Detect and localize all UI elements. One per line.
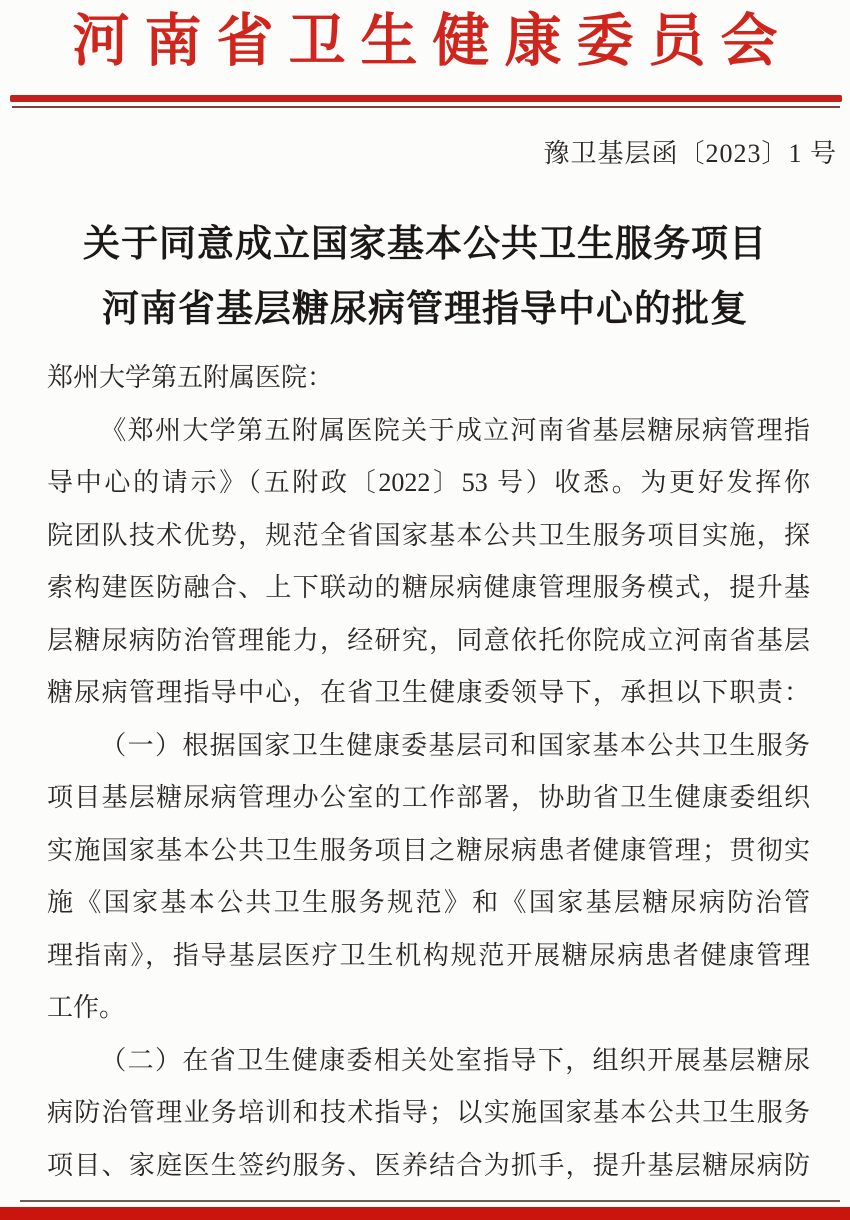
body-line: 《郑州大学第五附属医院关于成立河南省基层糖尿病管理指 (100, 415, 810, 445)
body-line: 院团队技术优势，规范全省国家基本公共卫生服务项目实施，探 (47, 520, 810, 550)
body-line: （一）根据国家卫生健康委基层司和国家基本公共卫生服务 (100, 730, 810, 760)
document-title (0, 212, 850, 342)
letterhead-rule-thick (10, 95, 842, 102)
document-body (47, 352, 810, 1192)
body-line: 项目、家庭医生签约服务、医养结合为抓手，提升基层糖尿病防 (47, 1150, 810, 1180)
body-line: 理指南》，指导基层医疗卫生机构规范开展糖尿病患者健康管理 (47, 940, 810, 970)
body-line: 层糖尿病防治管理能力，经研究，同意依托你院成立河南省基层 (47, 625, 810, 655)
body-line: （二）在省卫生健康委相关处室指导下，组织开展基层糖尿 (100, 1045, 810, 1075)
body-line: 病防治管理业务培训和技术指导；以实施国家基本公共卫生服务 (47, 1098, 810, 1127)
body-line: 索构建医防融合、上下联动的糖尿病健康管理服务模式，提升基 (47, 573, 810, 602)
salutation: 郑州大学第五附属医院： (47, 363, 334, 392)
body-line: 项目基层糖尿病管理办公室的工作部署，协助省卫生健康委组织 (47, 783, 810, 812)
body-line: 导中心的请示》（五附政〔2022〕53 号）收悉。为更好发挥你 (47, 468, 810, 497)
page-bottom-rule (20, 1200, 840, 1202)
document-title-line2: 河南省基层糖尿病管理指导中心的批复 (102, 289, 748, 330)
next-page-red-bar (0, 1207, 850, 1220)
body-line: 工作。 (47, 993, 126, 1022)
body-line: 施《国家基本公共卫生服务规范》和《国家基层糖尿病防治管 (47, 888, 810, 917)
letterhead-title: 河南省卫生健康委员会 (72, 10, 793, 73)
document-number: 豫卫基层函〔2023〕1 号 (543, 139, 837, 168)
document-title-line1: 关于同意成立国家基本公共卫生服务项目 (83, 224, 767, 265)
letterhead-rule-thin (12, 106, 840, 108)
body-line: 糖尿病管理指导中心，在省卫生健康委领导下，承担以下职责： (47, 678, 810, 707)
body-line: 实施国家基本公共卫生服务项目之糖尿病患者健康管理；贯彻实 (47, 835, 810, 865)
